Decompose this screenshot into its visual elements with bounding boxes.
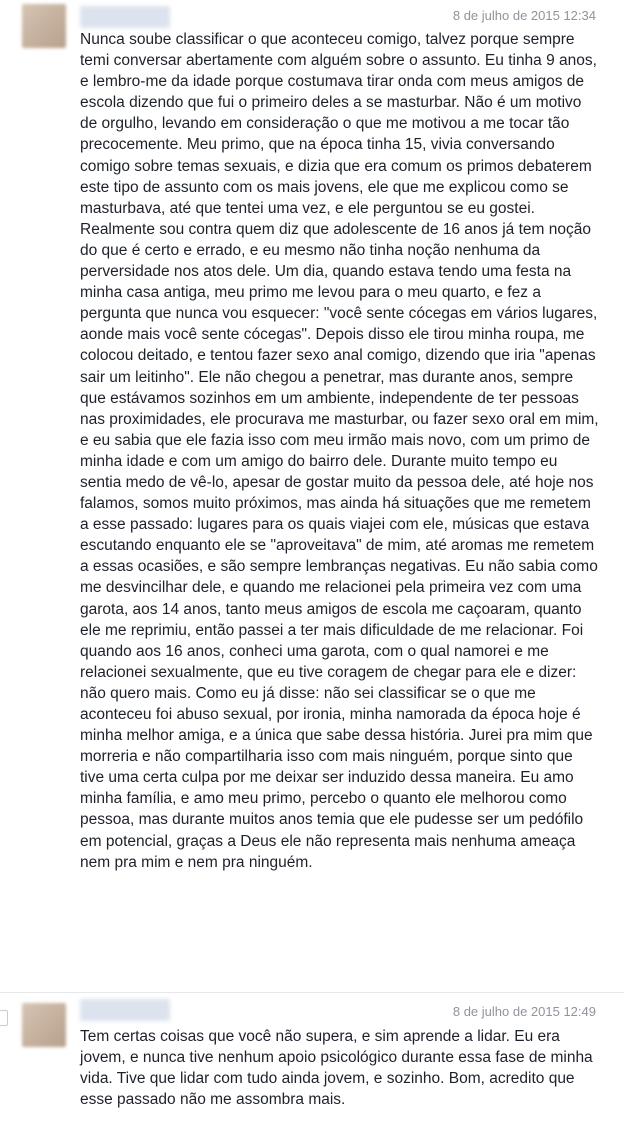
message-divider (0, 992, 624, 993)
avatar[interactable] (22, 4, 66, 48)
sender-name-redacted[interactable] (80, 6, 170, 28)
message-timestamp: 8 de julho de 2015 12:49 (452, 1004, 596, 1019)
select-checkbox[interactable] (0, 1010, 8, 1026)
message-2 (0, 995, 624, 1126)
message-text: Nunca soube classificar o que aconteceu comigo, talvez porque sempre temi conversar abertamente com alguém sobre o assunto. Eu tinha 9 anos, e lembro-me da idade porque costumava tirar onda com meus amigos de escola dizendo que fui o primeiro deles a se masturbar. Não é um motivo de orgulho, levando em consideração o que me motivou a me tocar tão precocemente. Meu primo, que na época tinha 15, vivia conversando comigo sobre temas sexuais, e dizia que era comum os primos debaterem este tipo de assunto com os mais jovens, ele que me explicou como se masturbava, até que tentei uma vez, e ele perguntou se eu gostei. Realmente sou contra quem diz que adolescente de 16 anos já tem noção do que é certo e errado, e eu mesmo não tinha noção nenhuma da perversidade nos atos dele. Um dia, quando estava tendo uma festa na minha casa antiga, meu primo me levou para o meu quarto, e fez a pergunta que nunca vou esquecer: "você sente cócegas em vários lugares, aonde mais você sente cócegas". Depois disso ele tirou minha roupa, me colocou deitado, e tentou fazer sexo anal comigo, dizendo que iria "apenas sair um leitinho". Ele não chegou a penetrar, mas durante anos, sempre que estávamos sozinhos em um ambiente, independente de ter pessoas nas proximidades, ele procurava me masturbar, ou fazer sexo oral em mim, e eu sabia que ele fazia isso com meu irmão mais novo, com um primo de minha idade e com um amigo do bairro dele. Durante muito tempo eu sentia medo de vê-lo, apesar de gostar muito da pessoa dele, até hoje nos falamos, somos muito próximos, mas ainda há situações que me remetem a esse passado: lugares para os quais viajei com ele, músicas que estava escutando enquanto ele se "aproveitava" de mim, até aromas me remetem a essas ocasiões, e são sempre lembranças negativas. Eu não sabia como me desvincilhar dele, e quando me relacionei pela primeira vez com uma garota, aos 14 anos, tanto meus amigos de escola me caçoaram, quanto ele me reprimiu, então passei a ter mais dificuldade de me relacionar. Foi quando aos 16 anos, conheci uma garota, com o qual namorei e me relacionei sexualmente, que eu tive coragem de chegar para ele e dizer: não quero mais. Como eu já disse: não sei classificar se o que me aconteceu foi abuso sexual, por ironia, minha namorada da época hoje é minha melhor amiga, e a única que sabe dessa história. Jurei pra mim que morreria e não compartilharia isso com mais ninguém, porque sinto que tive uma certa culpa por me deixar ser induzido dessa maneira. Eu amo minha família, e amo meu primo, percebo o quanto ele melhorou como pessoa, mas durante muitos anos temia que ele pudesse ser um pedófilo em potencial, graças a Deus ele não representa mais nenhuma ameaça nem pra mim e nem pra ninguém. (80, 31, 599, 871)
message-text: Tem certas coisas que você não supera, e sim aprende a lidar. Eu era jovem, e nunca tive nenhum apoio psicológico durante essa fase de minha vida. Tive que lidar com tudo ainda jovem, e sozinho. Bom, acredito que esse passado não me assombra mais. (80, 1028, 593, 1109)
message-timestamp: 8 de julho de 2015 12:34 (452, 8, 596, 23)
sender-name-redacted[interactable] (80, 999, 170, 1021)
avatar[interactable] (22, 1003, 66, 1047)
